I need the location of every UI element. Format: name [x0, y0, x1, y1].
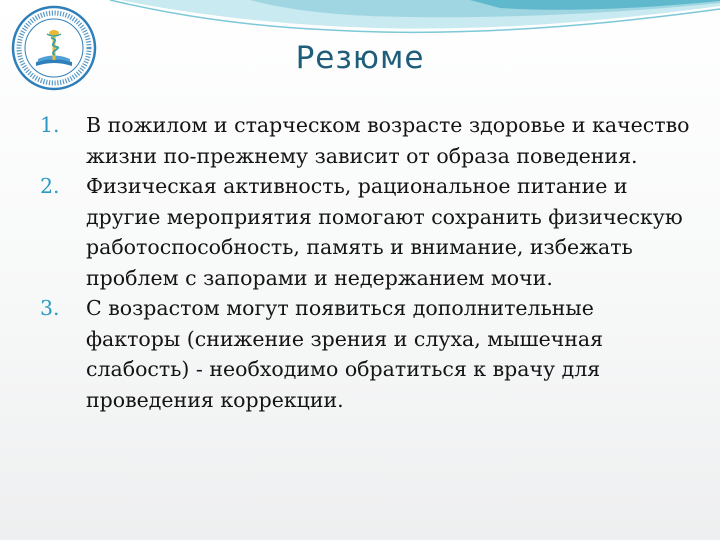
- list-item: [40, 171, 690, 293]
- list-item: [40, 293, 690, 415]
- summary-list: [40, 110, 690, 415]
- page-title: Резюме: [295, 40, 425, 76]
- list-item-number: 1.: [40, 113, 60, 137]
- list-item-number: 2.: [40, 174, 60, 198]
- list-item: [40, 110, 690, 171]
- list-item-number: 3.: [40, 296, 60, 320]
- list-item-text: С возрастом могут появиться дополнительные факторы (снижение зрения и слуха, мышечная слабость) - необходимо обратиться к врачу для проведения коррекции.: [86, 296, 604, 412]
- list-item-text: В пожилом и старческом возрасте здоровье и качество жизни по-прежнему зависит от образа поведения.: [86, 113, 690, 168]
- list-item-text: Физическая активность, рациональное питание и другие мероприятия помогают сохранить физическую работоспособность, память и внимание, избежать проблем с запорами и недержанием мочи.: [86, 174, 683, 290]
